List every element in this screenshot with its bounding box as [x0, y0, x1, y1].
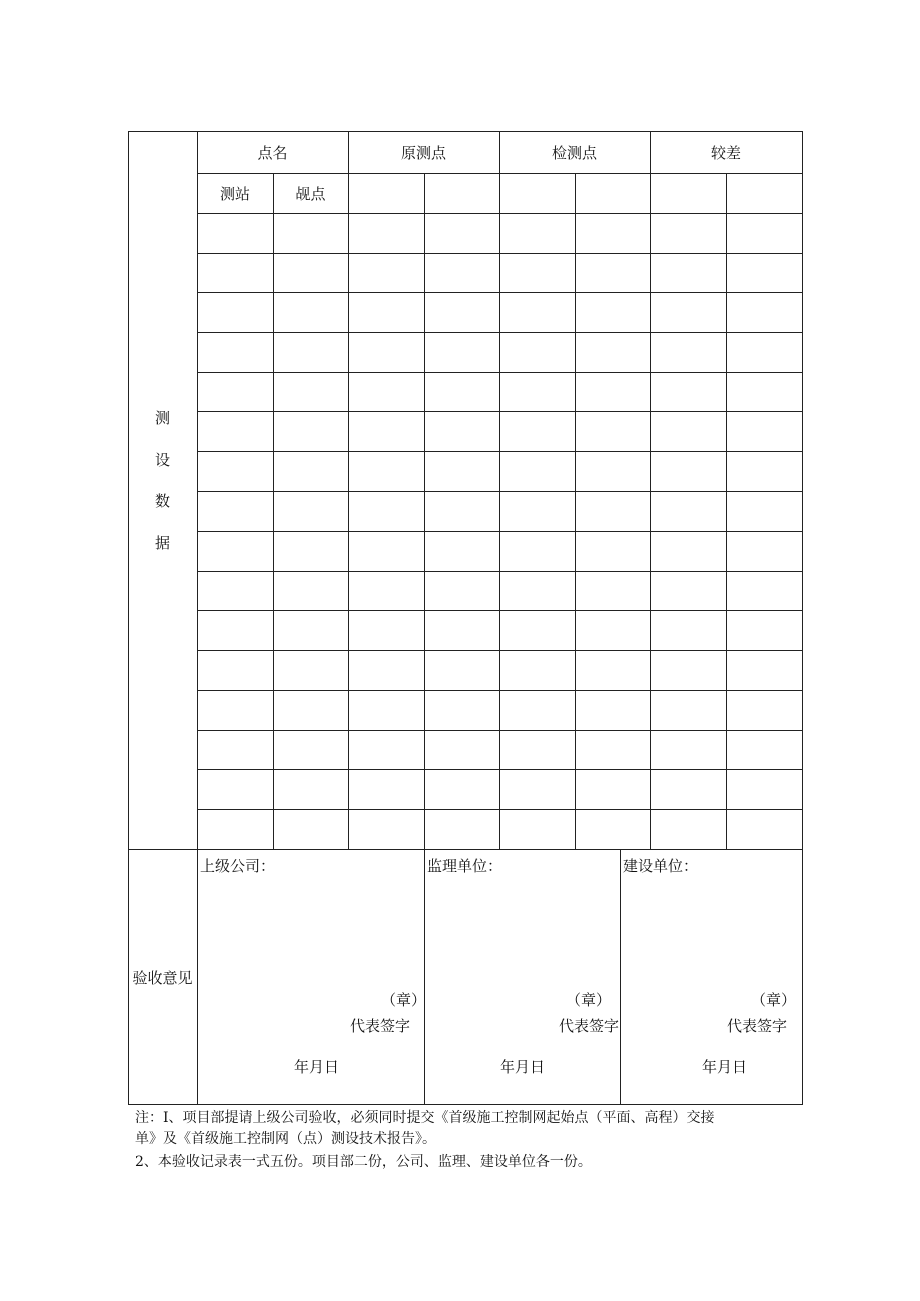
subheader-sight-point: 觇点 — [295, 185, 326, 203]
construction-unit-signature: 代表签字 — [727, 1017, 788, 1035]
grid-hline — [197, 769, 803, 770]
grid-vline — [424, 173, 425, 849]
notes-line-3: 2、本验收记录表一式五份。项目部二份，公司、监理、建设单位各一份。 — [135, 1154, 592, 1170]
header-check-point: 检测点 — [551, 144, 597, 162]
grid-hline — [197, 451, 803, 452]
supervision-unit-title: 监理单位： — [427, 857, 503, 875]
grid-vline — [575, 173, 576, 849]
acceptance-separator — [128, 849, 803, 850]
header-point-name: 点名 — [257, 144, 288, 162]
side-label-char: 测 — [154, 409, 170, 427]
side-label-char: 数 — [154, 492, 170, 510]
grid-hline — [197, 292, 803, 293]
grid-hline — [197, 253, 803, 254]
frame-right — [802, 131, 803, 1105]
grid-hline — [197, 690, 803, 691]
construction-unit-title: 建设单位： — [623, 857, 699, 875]
grid-hline — [197, 411, 803, 412]
grid-hline — [197, 809, 803, 810]
grid-hline — [197, 332, 803, 333]
subheader-station: 测站 — [219, 185, 250, 203]
grid-hline — [197, 213, 803, 214]
supervision-unit-date: 年月日 — [500, 1058, 546, 1076]
grid-hline — [197, 730, 803, 731]
superior-company-title: 上级公司： — [200, 857, 276, 875]
frame-left — [128, 131, 129, 1105]
grid-hline — [197, 571, 803, 572]
acceptance-vline — [424, 849, 425, 1105]
notes-line-1: 注：I、项目部提请上级公司验收，必须同时提交《首级施工控制网起始点（平面、高程）交接 — [135, 1110, 715, 1126]
grid-vline — [499, 131, 500, 849]
side-label-char: 据 — [154, 534, 170, 552]
frame-top — [128, 131, 803, 132]
side-label-char: 设 — [154, 451, 170, 469]
grid-hline — [197, 650, 803, 651]
acceptance-vline — [620, 849, 621, 1105]
header-original-point: 原测点 — [400, 144, 446, 162]
supervision-unit-signature: 代表签字 — [559, 1017, 620, 1035]
construction-unit-seal: （章） — [751, 991, 797, 1009]
grid-vline — [273, 173, 274, 849]
grid-hline — [197, 372, 803, 373]
notes-line-2: 单》及《首级施工控制网（点）测设技术报告》。 — [135, 1131, 436, 1147]
construction-unit-date: 年月日 — [702, 1058, 748, 1076]
superior-company-signature: 代表签字 — [350, 1017, 411, 1035]
supervision-unit-seal: （章） — [566, 991, 612, 1009]
superior-company-seal: （章） — [381, 991, 427, 1009]
frame-bottom — [128, 1104, 803, 1105]
grid-hline — [197, 173, 803, 174]
header-difference: 较差 — [710, 144, 741, 162]
grid-vline — [726, 173, 727, 849]
grid-hline — [197, 610, 803, 611]
grid-vline — [650, 131, 651, 849]
label-column-divider — [197, 131, 198, 1105]
acceptance-label: 验收意见 — [132, 969, 193, 987]
grid-hline — [197, 531, 803, 532]
superior-company-date: 年月日 — [294, 1058, 340, 1076]
grid-vline — [348, 131, 349, 849]
grid-hline — [197, 491, 803, 492]
